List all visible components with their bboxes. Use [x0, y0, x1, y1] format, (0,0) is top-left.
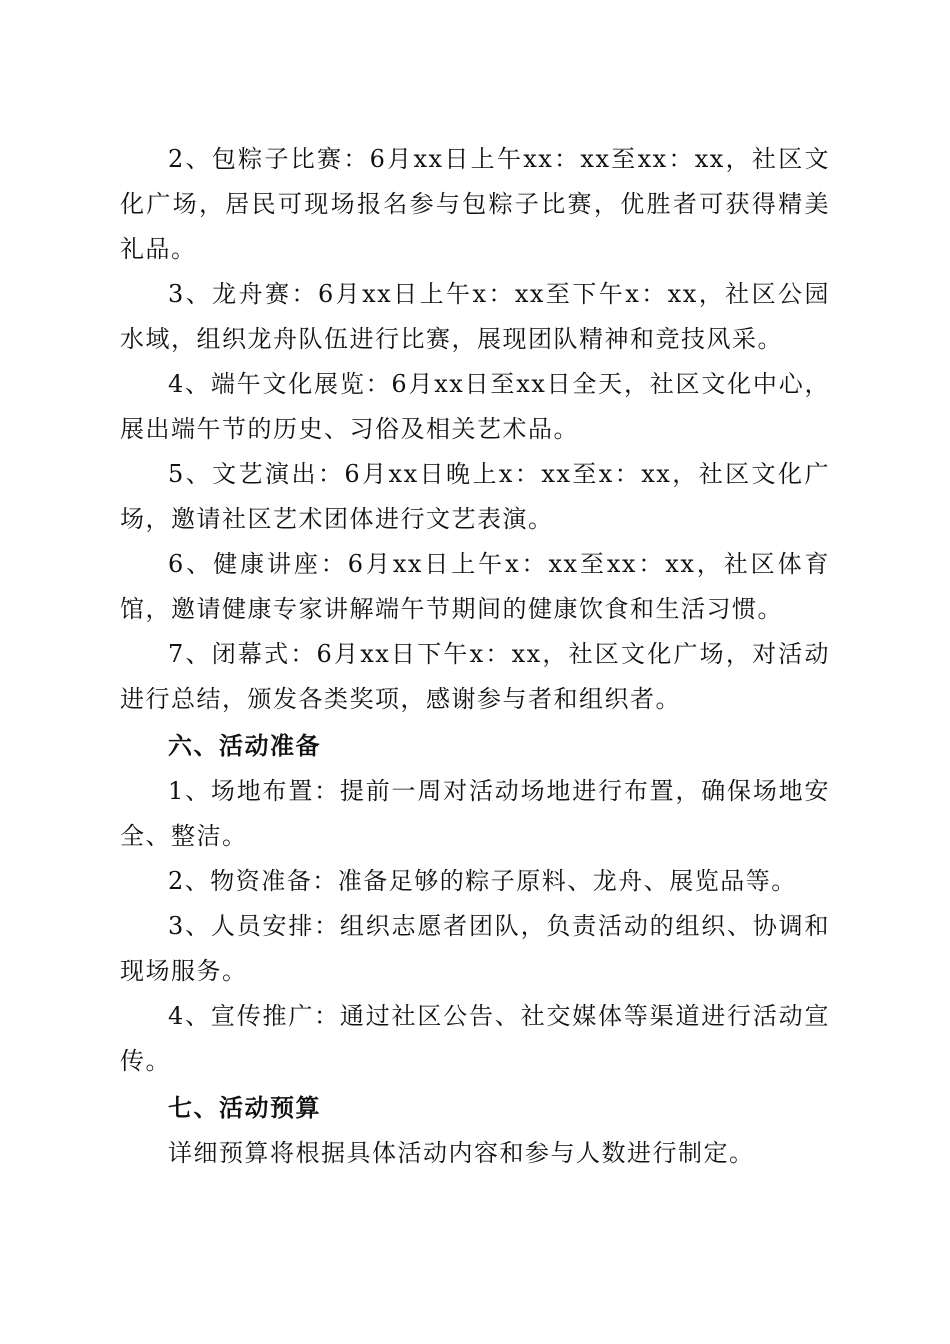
- preparation-item-1: 1、场地布置：提前一周对活动场地进行布置，确保场地安全、整洁。: [120, 777, 830, 850]
- activity-item-3: 3、龙舟赛：6月xx日上午x：xx至下午x：xx，社区公园水域，组织龙舟队伍进行比赛，展现团队精神和竞技风采。: [120, 280, 830, 353]
- preparation-item-3: 3、人员安排：组织志愿者团队，负责活动的组织、协调和现场服务。: [120, 912, 830, 985]
- preparation-item-2: 2、物资准备：准备足够的粽子原料、龙舟、展览品等。: [168, 867, 797, 895]
- document-page: [120, 137, 830, 1176]
- activity-item-2: 2、包粽子比赛：6月xx日上午xx：xx至xx：xx，社区文化广场，居民可现场报名参与包粽子比赛，优胜者可获得精美礼品。: [120, 145, 830, 263]
- section-heading-budget: 七、活动预算: [168, 1094, 321, 1122]
- activity-item-7: 7、闭幕式：6月xx日下午x：xx，社区文化广场，对活动进行总结，颁发各类奖项，感谢参与者和组织者。: [120, 640, 830, 713]
- activity-item-6: 6、健康讲座：6月xx日上午x：xx至xx：xx，社区体育馆，邀请健康专家讲解端午节期间的健康饮食和生活习惯。: [120, 550, 830, 623]
- activity-item-4: 4、端午文化展览：6月xx日至xx日全天，社区文化中心，展出端午节的历史、习俗及相关艺术品。: [120, 370, 830, 443]
- activity-item-5: 5、文艺演出：6月xx日晚上x：xx至x：xx，社区文化广场，邀请社区艺术团体进行文艺表演。: [120, 460, 830, 533]
- section-heading-preparation: 六、活动准备: [168, 732, 321, 760]
- budget-text: 详细预算将根据具体活动内容和参与人数进行制定。: [168, 1139, 755, 1167]
- preparation-item-4: 4、宣传推广：通过社区公告、社交媒体等渠道进行活动宣传。: [120, 1002, 830, 1075]
